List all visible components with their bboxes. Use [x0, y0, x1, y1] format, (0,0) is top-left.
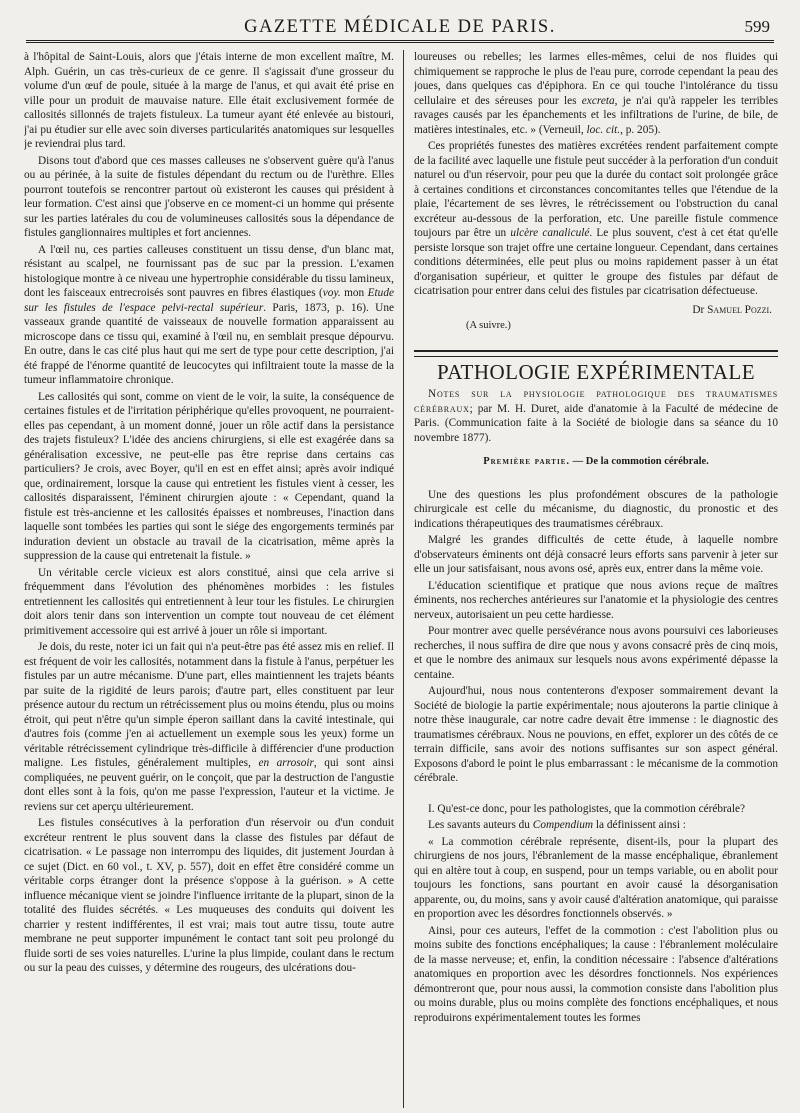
paragraph: Disons tout d'abord que ces masses calleuses ne s'observent guère qu'à l'anus ou au périnée, à la suite de fistules dépendant du rectum ou de l'urèthre. Elles pourront toutefois se rencontrer partout où existeront les causes qui président à leur formation. C'est ainsi que j'observe en ce moment-ci un homme qui présente sur les parties latérales du cou de volumineuses callosités sous la dépendance de fistules ganglionnaires multiples et fort anciennes. — [24, 154, 394, 239]
signature-name: Samuel Pozzi. — [707, 303, 772, 316]
paragraph — [414, 50, 778, 137]
text-run: Je dois, du reste, noter ici un fait qui n'a peut-être pas été assez mis en relief. Il est fréquent de voir les callosités, notamment dans la fistule à l'anus, perpétuer les fistules par un autre mécanisme. D'une part, elles maintiennent les trajets béants par suite de la rigidité de leurs parois; d'autre part, elles constituent par leur présence autour du rectum un rétrécissement plus ou moins étendu, plus ou moins étroit, qui peut n'être qu'un simple éperon saillant dans la cavité intestinale, qui d'autres fois (comme j'en ai actuellement un exemple sous les yeux) forme un véritable rétrécissement cylindrique très-difficile à différencier d'une production maligne. Les fistules, généralement multiples, — [24, 641, 394, 769]
column-divider — [403, 50, 404, 1108]
paragraph: Ainsi, pour ces auteurs, l'effet de la commotion : c'est l'abolition plus ou moins subite des fonctions encéphaliques; la cause : l'ébranlement moléculaire de la masse nerveuse; et, enfin, la condition nécessaire : l'absence d'altérations anatomiques en proportion avec les désordres fonctionnels. Nos expériences démontreront que, pour nous aussi, la commotion consiste dans l'abolition plus ou moins durable, plus ou moins complète des fonctions encéphaliques, et nous reproduirons expérimentalement toutes les formes — [414, 924, 778, 1024]
part-title: — De la commotion cérébrale. — [570, 456, 709, 467]
to-be-continued: (A suivre.) — [466, 320, 511, 331]
paragraph: Les callosités qui sont, comme on vient de le voir, la suite, la conséquence de certaines fistules et de l'irritation périphérique qu'elles provoquent, ne pourraient-elles pas cependant, à un moment donné, jouer un rôle actif dans la persistance des trajets fistuleux? L'idée des anciens chirurgiens, si elle est exagérée dans sa généralisation excessive, ne peut-elle pas être reprise dans certains cas particuliers? Je crois, avec Boyer, qu'il en est en effet ainsi; après avoir indiqué que, ordinairement, lorsque la cause qui entretient les fistules vient à cesser, les callosités disparaissent, l'éminent chirurgien ajoute : « Cependant, quand la fistule est très-ancienne et les callosités épaisses et nombreuses, l'inaction dans laquelle sont tombées les parties qui sont le siége des engorgements terminés par induration devient un obstacle au travail de la cicatrisation, même après la suppression de la cause qui entretenait la fistule. » — [24, 390, 394, 562]
paragraph: Une des questions les plus profondément obscures de la pathologie chirurgicale est celle du mécanisme, du diagnostic, du pronostic et des indications thérapeutiques des traumatismes cérébraux. — [414, 488, 778, 530]
paragraph — [24, 640, 394, 814]
article-title: Notes sur la physiologie pathologique des traumatismes cérébraux — [414, 388, 778, 415]
text-run: , qui sont ainsi compliquées, ne peuvent guérir, on le conçoit, que par la destruction de l'angustie dont elles sont à la fois, qu'on me passe l'expression, l'auteur et la victime. Je reviens sur cet aperçu ultérieurement. — [24, 757, 394, 813]
paragraph — [24, 243, 394, 388]
paragraph — [414, 139, 778, 299]
text-run: Ces propriétés funestes des matières excrétées rendent parfaitement compte de la facilité avec laquelle une fistule peut succéder à la perforation d'un conduit naturel ou d'un réservoir, pour peu que la durée du contact soit prolongée grâce à certaines conditions et circonstances concomitantes telles que l'étendue de la plaie, l'écartement de ses lèvres, le rétrécissement ou l'obstruction du canal excréteur au-dessous de la perforation, etc. Une pareille fistule commence toujours par être un — [414, 140, 778, 239]
page-header — [26, 14, 774, 43]
part-label: Première partie. — [483, 456, 570, 467]
text-run: . Le plus souvent, c'est à cet état qu'elle persiste lorsque son trajet offre une certaine longueur. Cependant, dans certaines conditions déterminées, elle peut plus ou moins rapidement passer à un état d'organisation supérieur, et quitter le groupe des fistules par défaut de cicatrisation pour entrer dans celui des fistules par cicatrisation défectueuse. — [414, 227, 778, 297]
paragraph: L'éducation scientifique et pratique que nous avions reçue de maîtres éminents, nos recherches antérieures sur l'anatomie et la physiologie des centres nerveux, autorisaient un peu cette hardiesse. — [414, 579, 778, 621]
section-rule-thin — [414, 356, 778, 357]
section-title: PATHOLOGIE EXPÉRIMENTALE — [436, 359, 756, 384]
text-run: , p. 205). — [620, 123, 661, 136]
signature-prefix: Dr — [692, 303, 708, 316]
text-run: mon — [340, 287, 368, 299]
paragraph: Un véritable cercle vicieux est alors constitué, ainsi que cela arrive si fréquemment dans l'évolution des phénomènes morbides : les fistules entretiennent les callosités qui entretiennent à leur tour les fistules. Le chirurgien doit alors tenir dans son intervention un compte tout nouveau de cet élément primitivement accessoire qui est arrivé à jouer un rôle si important. — [24, 566, 394, 637]
left-column — [24, 50, 394, 1110]
italic-text: ulcère canaliculé — [510, 227, 590, 239]
paragraph: « La commotion cérébrale représente, disent-ils, pour la plupart des chirurgiens de nos jours, l'ébranlement de la masse encéphalique, ébranlement qui en altère tout à coup, en suspend, pour un temps variable, ou en abolit pour toujours les fonctions, sans pourtant en avoir causé la désorganisation apparente, ou, du moins, sans y avoir causé d'altération anatomique, qui paraisse en proportion avec les désordres fonctionnels observés. » — [414, 835, 778, 920]
italic-text: loc. cit. — [586, 123, 621, 136]
text-run: Les savants auteurs du — [428, 819, 533, 831]
article-byline — [414, 387, 778, 445]
italic-text: Compendium — [532, 819, 594, 831]
journal-title: GAZETTE MÉDICALE DE PARIS. — [244, 16, 556, 37]
text-run: , je n'ai qu'à rappeler les terribles ravages causés par les épanchements et les infiltrations de l'urine, de bile, de matières intestinales, etc. » (Verneuil, — [414, 94, 778, 136]
italic-text: en arrosoir — [258, 757, 314, 769]
paragraph: I. Qu'est-ce donc, pour les pathologistes, que la commotion cérébrale? — [428, 802, 745, 815]
paragraph: à l'hôpital de Saint-Louis, alors que j'étais interne de mon excellent maître, M. Alph. Guérin, un cas très-curieux de ce genre. Il s'agissait d'une grosseur du volume d'un œuf de poule, située à la marge de l'anus, et qui avait été prise en ville pour un produit de mauvaise nature. Elle était exclusivement formée de callosités sillonnés de trajets fistuleux. La tumeur ayant été enlevée au bistouri, j'ai pu étudier sur elle avec soin diverses particularités anatomiques sur lesquelles je reviendrai plus tard. — [24, 51, 394, 150]
text-run: ; par M. H. Duret, aide d'anatomie à la Faculté de médecine de Paris. (Communication faite à la Société de biologie dans sa séance du 10 novembre 1877). — [414, 402, 778, 444]
paragraph — [414, 818, 778, 833]
italic-text: voy. — [322, 287, 341, 299]
page-number: 599 — [744, 17, 770, 36]
text-run: . Paris, 1873, p. 16). Une vasseaux grande quantité de vaisseaux de nouvelle formation apparaissent au microscope dans ce tissu qui, examiné à l'œil nu, en semblait presque dépourvu. En outre, dans le cas cité plus haut qui me sert de type pour cette description, j'ai été frappé de l'énorme quantité de leucocytes qui infiltraient toute la masse de la tumeur inflammatoire chronique. — [24, 301, 394, 386]
paragraph: Aujourd'hui, nous nous contenterons d'exposer sommairement devant la Société de biologie la partie expérimentale; nous ajouterons la partie clinique à notre thèse inaugurale, car notre cadre devait être immense : le diagnostic des traumatismes cérébraux. Nous ne pouvions, en effet, explorer un des côtés de ce terrain difficile, sans avoir des notions suffisantes sur son aspect général. Exposons d'abord le point le plus embarrassant : le mécanisme de la commotion cérébrale. — [414, 685, 778, 784]
spacer — [414, 788, 778, 802]
paragraph: Pour montrer avec quelle persévérance nous avons poursuivi ces laborieuses recherches, il nous suffira de dire que nous y avons consacré près de cinq mois, et que le nombre des animaux sur lesquels nous avons expérimenté dépasse la centaine. — [414, 625, 778, 681]
italic-text: Etude sur les fistules de l'espace pelvi-rectal supérieur — [24, 287, 394, 314]
paragraph: Les fistules consécutives à la perforation d'un réservoir ou d'un conduit excréteur rentrent le plus souvent dans la classe des fistules par défaut de cicatrisation. « Le passage non interrompu des liquides, dit justement Jourdan à ce sujet (Dict. en 60 vol., t. XV, p. 557), doit en effet être considéré comme un véritable corps étranger dont la présence s'oppose à la guérison. » A cette influence mécanique vient se joindre l'influence irritante de la plupart, sinon de la totalité des fluides sécrétés. « Les muqueuses des conduits qui doivent les charrier y restent indifférentes, il est vrai; mais tout autre tissu, toute autre membrane ne peut supporter impunément le contact tant soit peu prolongé du fluide sorti de ses voies naturelles. L'urine la plus limpide, coulant dans le rectum ou sur la peau des cuisses, y détermine des rougeurs, des ulcérations dou- — [24, 817, 394, 974]
section-rule — [414, 350, 778, 352]
paragraph: Malgré les grandes difficultés de cette étude, à laquelle nombre d'observateurs éminents ont déjà consacré leurs efforts sans parvenir à jeter sur elle un jour satisfaisant, nous avons osé, après eux, entrer dans la même voie. — [414, 534, 778, 575]
signature — [414, 303, 772, 318]
text-run: A l'œil nu, ces parties calleuses constituent un tissu dense, d'un blanc mat, résistant au scalpel, ne fournissant pas de suc par la pression. L'examen histologique montre à ce niveau une hypertrophie considérable du tissu lamineux, dont les faisceaux entrecroisés sont pauvres en fibres élastiques ( — [24, 243, 394, 299]
text-run: loureuses ou rebelles; les larmes elles-mêmes, celui de nos fluides qui chimiquement se rapproche le plus de l'eau pure, corrode cependant la peau des joues, dans quelques cas d'épiphora. En ce qui touche l'intolérance du tissu cellulaire et des séreuses pour les — [414, 51, 778, 107]
right-column — [414, 50, 778, 1110]
part-heading — [414, 455, 778, 470]
italic-text: excreta — [581, 94, 615, 107]
text-run: la définissent ainsi : — [593, 819, 686, 831]
